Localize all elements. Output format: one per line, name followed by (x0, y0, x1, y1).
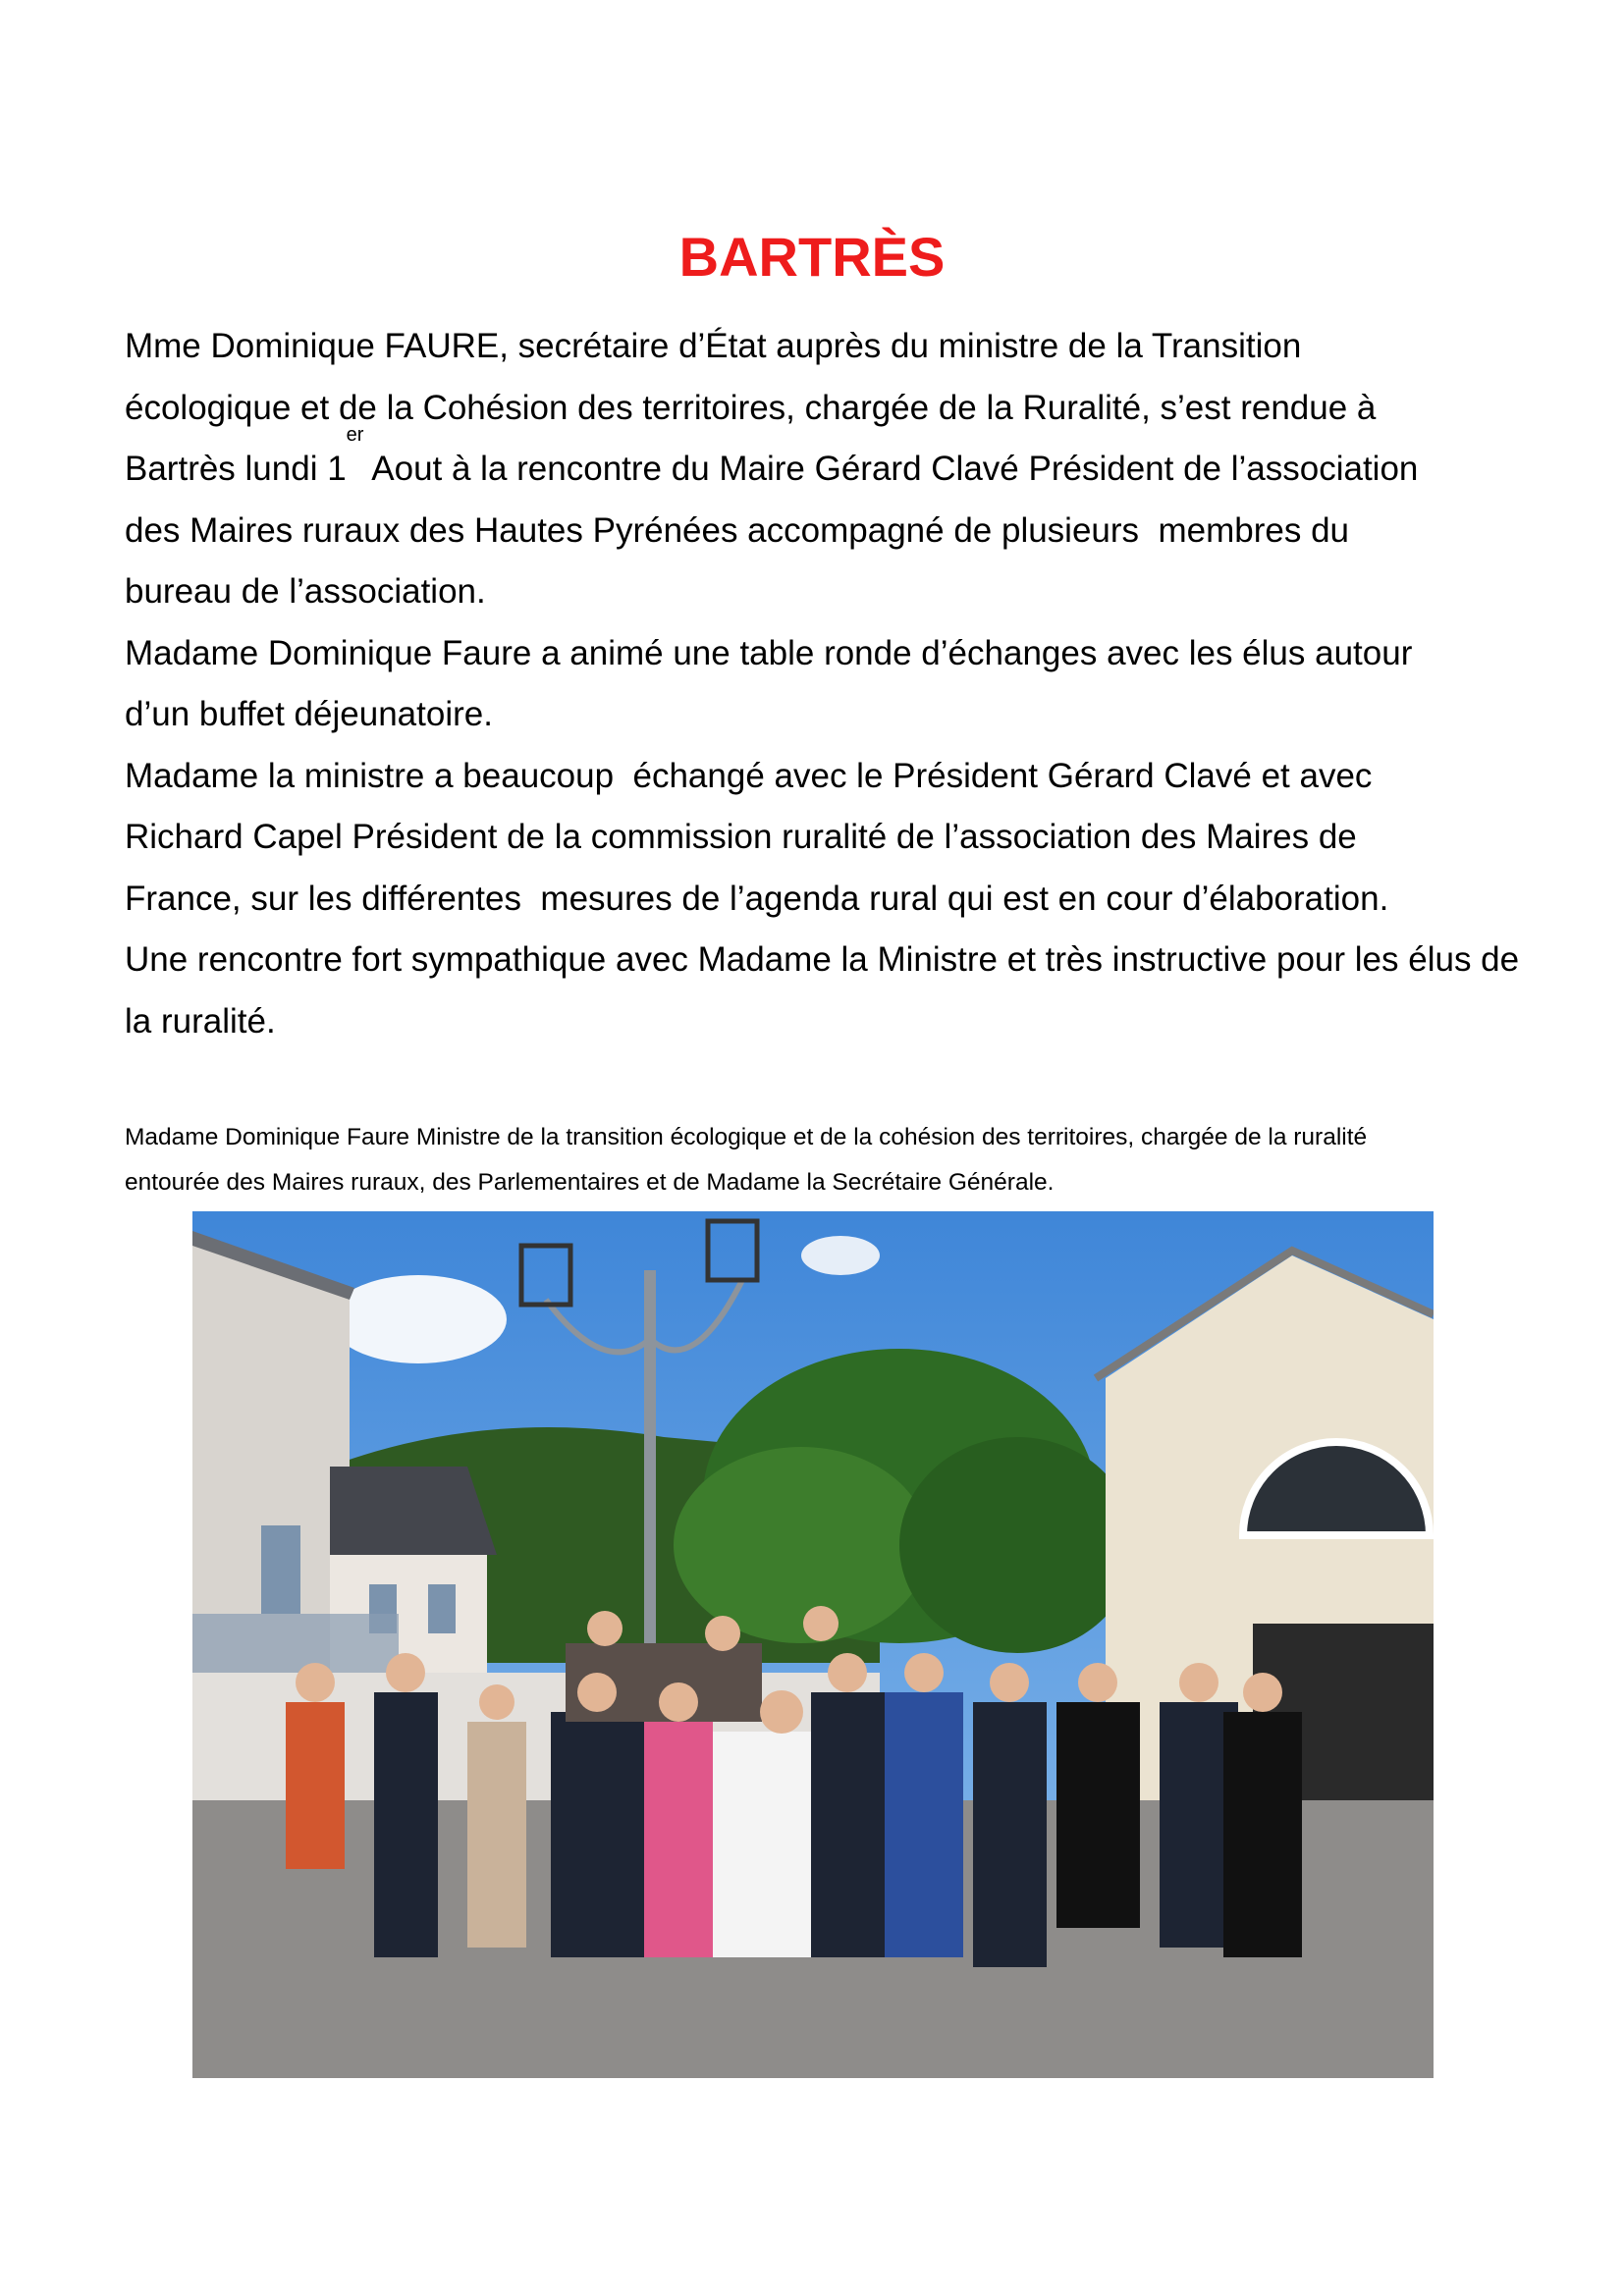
body-line: Madame Dominique Faure a animé une table ronde d’échanges avec les élus autour (125, 633, 1413, 672)
ordinal-superscript: er (346, 424, 364, 446)
caption-line: Madame Dominique Faure Ministre de la transition écologique et de la cohésion des territoires, chargée de la ruralité (125, 1124, 1368, 1150)
article-body (125, 316, 1519, 1052)
body-line: Une rencontre fort sympathique avec Madame la Ministre et très instructive pour les élus de (125, 940, 1520, 979)
body-line: d’un buffet déjeunatoire. (125, 695, 493, 733)
body-line: écologique et de la Cohésion des territoires, chargée de la Ruralité, s’est rendue à (125, 388, 1377, 427)
body-line (125, 424, 1519, 501)
body-line: la ruralité. (125, 1001, 276, 1041)
body-text: Aout à la rencontre du Maire Gérard Clavé Président de l’association (363, 450, 1419, 488)
body-line: bureau de l’association. (125, 572, 486, 611)
body-line: des Maires ruraux des Hautes Pyrénées accompagné de plusieurs membres du (125, 510, 1350, 550)
caption-line: entourée des Maires ruraux, des Parlementaires et de Madame la Secrétaire Générale. (125, 1169, 1055, 1196)
body-line: France, sur les différentes mesures de l’agenda rural qui est en cour d’élaboration. (125, 879, 1389, 918)
page-title: BARTRÈS (678, 226, 946, 288)
body-line: Richard Capel Président de la commission ruralité de l’association des Maires de (125, 818, 1357, 856)
body-line: Madame la ministre a beaucoup échangé avec le Président Gérard Clavé et avec (125, 756, 1373, 795)
group-photo (192, 1211, 1434, 2078)
photo-caption (125, 1115, 1367, 1205)
body-text: Bartrès lundi 1 (125, 450, 347, 488)
body-line: Mme Dominique FAURE, secrétaire d’État auprès du ministre de la Transition (125, 327, 1302, 365)
